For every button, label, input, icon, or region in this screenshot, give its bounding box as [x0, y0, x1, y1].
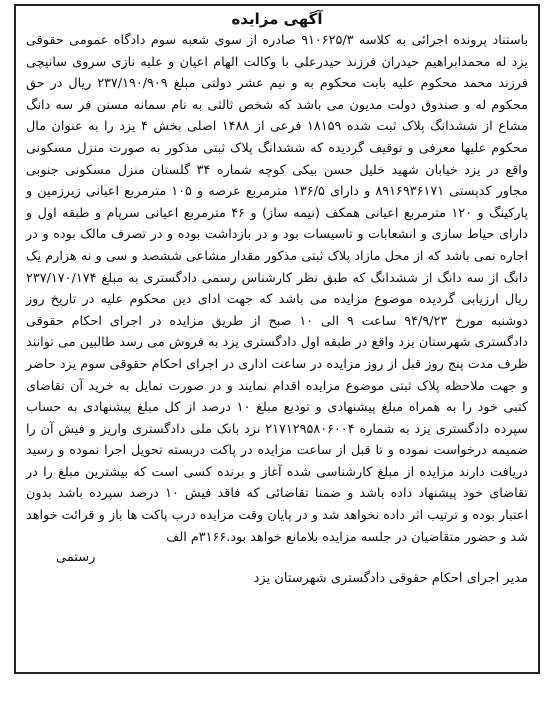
notice-body: باستناد پرونده اجرائی به کلاسه ۹۱۰۶۲۵/۳ صادره از سوی شعبه سوم دادگاه عمومی حقوقی یزد له محمدابراهیم حیدران فرزند حیدرعلی با وکالت الهام اعیان و علیه نازی سروی سانیچی فرزند محمد محکوم علیه بابت محکوم به و نیم عشر دولتی مبلغ ۲۳۷/۱۹۰/۹۰۹ ریال در حق محکوم له و صندوق دولت مدیون می باشد که شخص ثالثی به نام سمانه مسنن فر سه دانگ مشاع از ششدانگ پلاک ثبت شده ۱۸۱۵۹ فرعی از ۱۴۸۸ اصلی بخش ۴ یزد را به عنوان مال محکوم علیها معرفی و توقیف گردیده که ششدانگ پلاک ثبتی مذکور به صورت منزل مسکونی واقع در یزد خیابان شهید خلیل حسن بیکی کوچه شماره ۳۴ گلستان منزل مسکونی جنوبی مجاور کدپستی ۸۹۱۶۹۳۶۱۷۱ و دارای ۱۳۶/۵ مترمربع عرصه و ۱۰۵ مترمربع اعیانی زیرزمین و پارکینگ و ۱۲۰ مترمربع اعیانی همکف (نیمه ساز) و ۴۶ مترمربع اعیانی سرپام و طبقه اول و دارای حیاط سازی و انشعابات و تاسیسات بود و در بازداشت بوده و در تصرف مالک بوده و در اجاره نمی باشد که از محل مازاد پلاک ثبتی مذکور مقدار مشاعی ششصد و سی و نه هزارم یک دانگ از سه دانگ از ششدانگ که طبق نظر کارشناس رسمی دادگستری به مبلغ ۲۳۷/۱۷۰/۱۷۴ ریال ارزیابی گردیده موضوع مزایده می باشد که جهت ادای دین محکوم علیه در تاریخ روز دوشنبه مورخ ۹۴/۹/۲۳ ساعت ۹ الی ۱۰ صبح از طریق مزایده در اجرای احکام حقوقی دادگستری شهرستان یزد واقع در طبقه اول دادگستری یزد به فروش می رسد طالبین می توانند ظرف مدت پنج روز قبل از روز مزایده در ساعت اداری در اجرای احکام حقوقی سوم یزد حاضر و جهت ملاحظه پلاک ثبتی موضوع مزایده اقدام نمایند و در صورت تمایل به خرید آن تقاضای کتبی خود را به همراه مبلغ پیشنهادی و تودیع مبلغ ۱۰ درصد از کل مبلغ پیشنهادی به حساب سپرده دادگستری یزد به شماره ۲۱۷۱۲۹۵۸۰۶۰۰۴ نزد بانک ملی دادگستری واریز و فیش آن را ضمیمه درخواست نموده و تا قبل از ساعت مزایده در پاکت دربسته تحویل اجرا نموده و رسید دریافت دارند مزایده از مبلغ کارشناسی شده آغاز و برنده کسی است که بیشترین مبلغ را در تقاضای خود پیشنهاد داده باشد و ضمنا تقاضائی که فاقد فیش ۱۰ درصد سپرده باشد بدون اعتبار بوده و ترتیب اثر داده نخواهد شد و در پایان وقت مزایده درب پاکت ها باز و قرائت خواهد شد و حضور متقاضیان در جلسه مزایده بلامانع خواهد بود.۳۱۶۶م الف: [26, 33, 529, 545]
auction-notice: [14, 4, 540, 674]
issuer-title: مدیر اجرای احکام حقوقی دادگستری شهرستان یزد: [253, 571, 528, 587]
blank-margin: [14, 676, 540, 706]
notice-title: آگهی مزایده: [231, 10, 323, 28]
signature-name: رستمی: [56, 550, 96, 566]
